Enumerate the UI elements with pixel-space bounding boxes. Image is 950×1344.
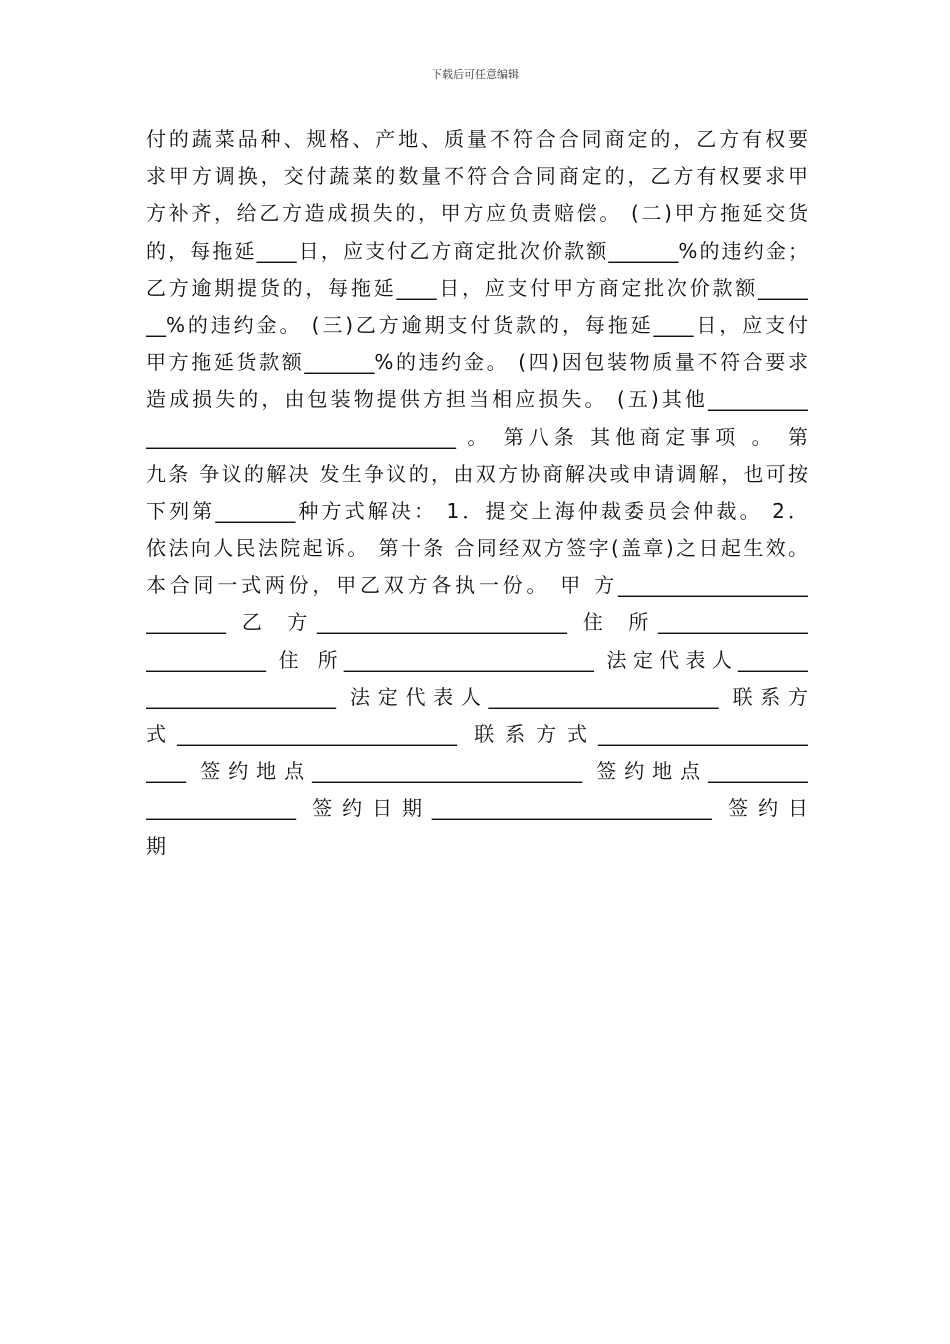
- text-line: ____ 签约地点___________________________ 签约地点__________: [146, 759, 808, 784]
- contract-body: [146, 121, 808, 865]
- text-line: 九条 争议的解决 发生争议的，由双方协商解决或申请调解，也可按: [146, 461, 808, 486]
- text-line: 付的蔬菜品种、规格、产地、质量不符合合同商定的，乙方有权要: [146, 127, 808, 151]
- text-line: 的，每拖延____日，应支付乙方商定批次价款额_______%的违约金；: [146, 238, 808, 263]
- text-line: 式____________________________ 联系方式_____________________: [146, 722, 808, 746]
- text-line: 依法向人民法院起诉。 第十条 合同经双方签字(盖章)之日起生效。: [146, 536, 808, 561]
- text-line: 下列第________种方式解决： 1．提交上海仲裁委员会仲裁。 2．: [146, 498, 808, 523]
- text-line: ___________________ 法定代表人_______________________ 联系方: [146, 684, 808, 709]
- text-line: __%的违约金。 (三)乙方逾期支付货款的，每拖延____日，应支付: [146, 312, 808, 337]
- text-line: _______________________________ 。 第八条 其他商定事项 。 第: [146, 424, 808, 449]
- text-line: 求甲方调换，交付蔬菜的数量不符合合同商定的，乙方有权要求甲: [146, 164, 808, 189]
- text-line: 期: [146, 833, 166, 858]
- text-line: 甲方拖延货款额_______%的违约金。 (四)因包装物质量不符合要求: [146, 350, 808, 375]
- text-line: 方补齐，给乙方造成损失的，甲方应负责赔偿。 (二)甲方拖延交货: [146, 201, 808, 226]
- text-line: 本合同一式两份，甲乙双方各执一份。 甲 方___________________: [146, 573, 808, 598]
- text-line: ____________ 住 所_________________________ 法定代表人_______: [146, 647, 808, 672]
- text-line: ________ 乙 方_________________________ 住 所_______________: [146, 610, 808, 635]
- page-header: 下载后可任意编辑: [431, 68, 519, 81]
- text-line: _______________ 签约日期____________________________ 签约日: [146, 796, 808, 821]
- text-line: 造成损失的，由包装物提供方担当相应损失。 (五)其他__________: [146, 387, 808, 412]
- text-line: 乙方逾期提货的，每拖延____日，应支付甲方商定批次价款额_____: [146, 275, 808, 300]
